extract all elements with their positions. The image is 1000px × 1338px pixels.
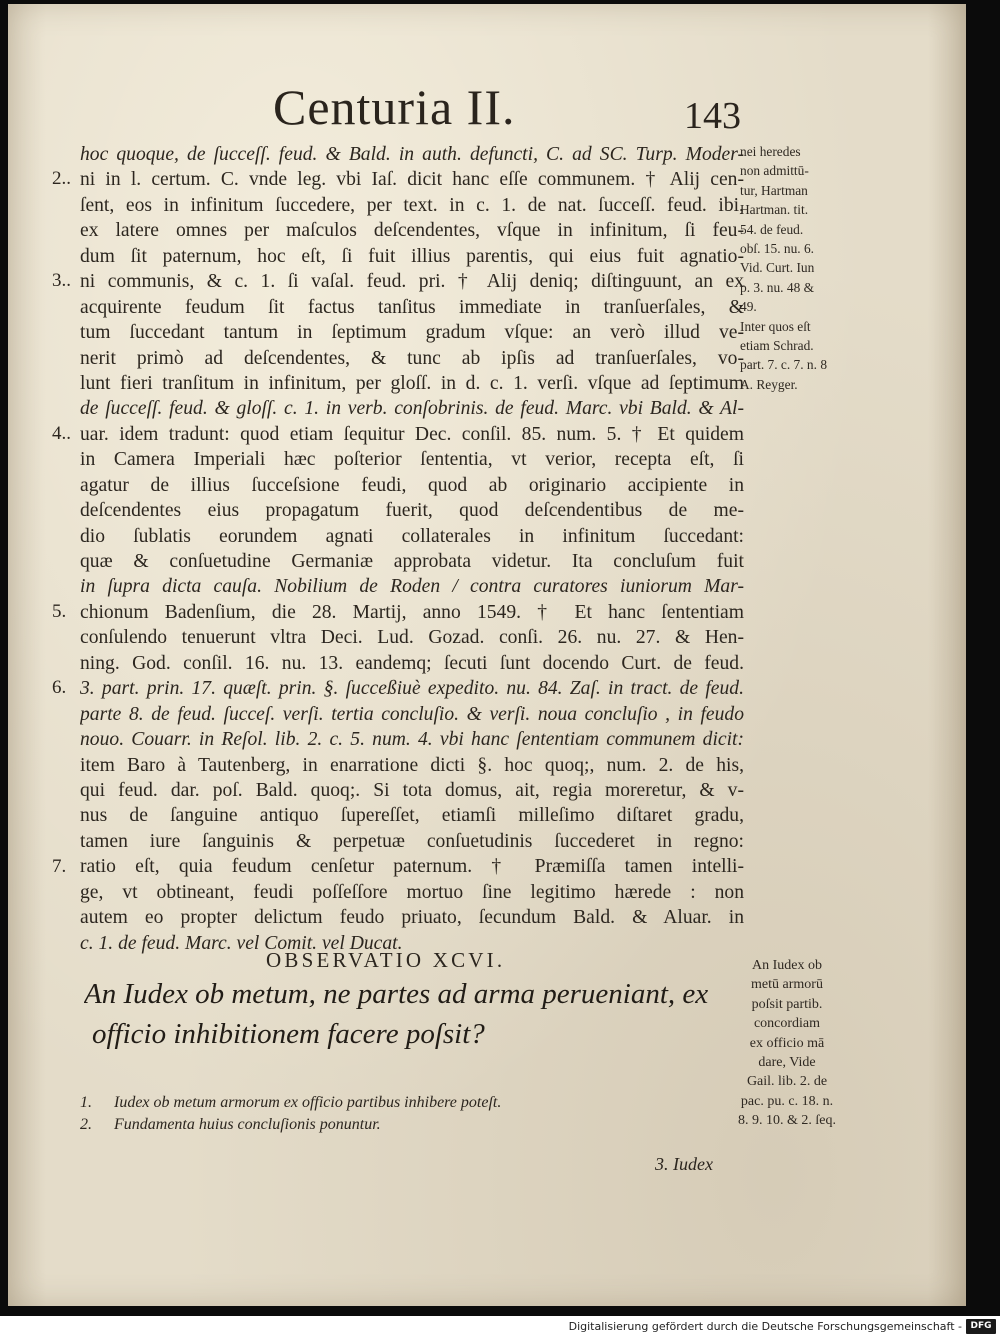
side-notes-bottom <box>722 956 852 1131</box>
summary-text: Iudex ob metum armorum ex officio partibus inhibere poteſt. <box>114 1094 502 1111</box>
body-line: 3. part. prin. 17. quæſt. prin. §. ſucceßiuè expedito. nu. 84. Zaſ. in tract. de feud. <box>80 678 744 700</box>
question-line: officio inhibitionem facere poſsit? <box>92 1018 485 1050</box>
side-note-line: pac. pu. c. 18. n. <box>740 1093 834 1109</box>
body-line: hoc quoque, de ſucceſſ. feud. & Bald. in auth. defuncti, C. ad SC. Turp. Moder- <box>80 144 744 165</box>
body-text <box>80 142 744 956</box>
side-note-line: Gail. lib. 2. de <box>746 1074 828 1090</box>
body-line: de ſucceſſ. feud. & gloſſ. c. 1. in verb. conſobrinis. de feud. Marc. vbi Bald. & Al- <box>80 398 744 420</box>
body-line: in Camera Imperiali hæc poſterior ſententia, vt verior, recepta eſt, ſi <box>80 449 744 471</box>
side-note-line: nei heredes <box>740 144 801 159</box>
side-note-line: 54. de feud. <box>740 221 804 237</box>
body-line: ratio eſt, quia feudum cenſetur paternum. † Præmiſſa tamen intelli- <box>80 856 744 878</box>
body-line: quæ & conſuetudine Germaniæ approbata videtur. Ita concluſum fuit <box>80 551 744 572</box>
summary-item <box>80 1092 501 1114</box>
body-line: parte 8. de feud. ſucceſ. verſi. tertia concluſio. & verſi. noua concluſio , in feudo <box>80 703 744 725</box>
side-note-line: An Iudex ob <box>752 958 822 973</box>
margin-line-number: 6. <box>52 677 67 699</box>
margin-line-number: 2.. <box>52 168 71 190</box>
body-line: tamen iure ſanguinis & perpetuæ conſuetudinis ſuccederet in regno: <box>80 830 744 852</box>
body-line: item Baro à Tautenberg, in enarratione dicti §. hoc quoq;, num. 2. de his, <box>80 754 744 776</box>
body-line: agatur de illius ſucceſsione feudi, quod ab originario accipiente in <box>80 474 744 496</box>
body-line: lunt fieri tranſitum in infinitum, per gloſſ. in d. c. 1. verſi. vſque ad ſeptimum <box>80 372 744 394</box>
side-note-line: 8. 9. 10. & 2. ſeq. <box>738 1113 836 1129</box>
summary-list <box>80 1092 501 1136</box>
side-note-line: A. Reyger. <box>740 376 798 392</box>
body-line: ni in l. certum. C. vnde leg. vbi Iaſ. dicit hanc eſſe communem. † Alij cen- <box>80 169 744 191</box>
funding-notice: Digitalisierung gefördert durch die Deutsche Forschungsgemeinschaft - <box>568 1320 962 1333</box>
margin-line-number: 7. <box>52 855 67 877</box>
running-header-title: Centuria II. <box>273 79 516 135</box>
body-line: ni communis, & c. 1. ſi vaſal. feud. pri. † Alij deniq; diſtinguunt, an ex <box>80 271 744 293</box>
catchword: 3. Iudex <box>655 1154 713 1174</box>
scanned-page <box>8 4 966 1306</box>
body-line: qui feud. dar. poſ. Bald. quoq;. Si tota domus, ait, regia moreretur, & v- <box>80 779 744 801</box>
side-note-line: tur, Hartman <box>740 182 808 198</box>
side-note-line: non admittū- <box>740 163 809 179</box>
body-line: conſulendo tenuerunt vltra Deci. Lud. Gozad. conſi. 26. nu. 27. & Hen- <box>80 627 744 649</box>
summary-item <box>80 1114 501 1136</box>
body-line: uar. idem tradunt: quod etiam ſequitur Dec. conſil. 85. num. 5. † Et quidem <box>80 423 744 445</box>
margin-line-number: 3.. <box>52 270 71 292</box>
side-note-line: 49. <box>740 299 757 315</box>
body-line: tum ſuccedant tantum in ſeptimum gradum vſque: an verò illud ve- <box>80 322 744 344</box>
side-note-line: part. 7. c. 7. n. 8 <box>740 357 828 373</box>
side-notes-top <box>740 142 860 394</box>
body-line: in ſupra dicta cauſa. Nobilium de Roden / contra curatores iuniorum Mar- <box>80 576 744 598</box>
side-note-line: etiam Schrad. <box>740 337 814 353</box>
question-line: An Iudex ob metum, ne partes ad arma perueniant, ex <box>84 978 709 1010</box>
body-line: chionum Badenſium, die 28. Martij, anno 1549. † Et hanc ſententiam <box>80 601 744 623</box>
body-line: dio ſublatis eorundem agnati collaterales in infinitum ſuccedant: <box>80 525 744 547</box>
body-line: ex latere omnes per maſculos deſcendentes, vſque in infinitum, ſi feu- <box>80 220 744 242</box>
observatio-title: OBSERVATIO XCVI. <box>266 948 506 972</box>
side-note-line: Vid. Curt. Iun <box>740 260 815 276</box>
page-number: 143 <box>684 95 741 137</box>
body-line: ſent, eos in infinitum ſuccedere, per text. in c. 1. de nat. ſucceſſ. feud. ibi, <box>80 194 744 216</box>
body-line: ge, vt obtineant, feudi poſſeſſore mortuo ſine legitimo hærede : non <box>80 881 744 903</box>
body-line: deſcendentes eius propagatum fuerit, quod deſcendentibus de me- <box>80 500 744 522</box>
body-line: ning. God. conſil. 16. nu. 13. eandemq; ſecuti ſunt docendo Curt. de feud. <box>80 652 744 674</box>
body-line: nus de ſanguine antiquo ſupereſſet, etiamſi milleſimo diſtaret gradu, <box>80 805 744 827</box>
side-note-line: concordiam <box>753 1016 821 1032</box>
side-note-line: Inter quos eſt <box>740 318 811 334</box>
observatio-question <box>84 974 734 1054</box>
body-line: autem eo propter delictum feudo priuato, ſecundum Bald. & Aluar. in <box>80 907 744 929</box>
summary-number: 2. <box>80 1116 92 1133</box>
margin-line-number: 4.. <box>52 422 71 444</box>
body-line: dum ſit paternum, hoc eſt, ſi fuit illius parentis, qui eius fuit agnatio- <box>80 245 744 267</box>
body-line: nouo. Couarr. in Reſol. lib. 2. c. 5. num. 4. vbi hanc ſententiam communem dicit: <box>80 729 744 751</box>
summary-number: 1. <box>80 1094 92 1111</box>
side-note-line: poſsit partib. <box>751 996 823 1012</box>
side-note-line: obſ. 15. nu. 6. <box>740 240 815 256</box>
side-note-line: metū armorū <box>751 977 823 993</box>
margin-line-number: 5. <box>52 601 67 623</box>
side-note-line: dare, Vide <box>758 1054 816 1070</box>
summary-text: Fundamenta huius concluſionis ponuntur. <box>114 1116 381 1133</box>
body-line: acquirente feudum ſit factus tanſitus immediate in tranſuerſales, & <box>80 296 744 318</box>
side-note-line: ex officio mā <box>749 1035 825 1051</box>
side-note-line: Hartman. tit. <box>740 202 809 218</box>
side-note-line: p. 3. nu. 48 & <box>740 279 815 295</box>
body-line: nerit primò ad deſcendentes, & tunc ab ipſis ad tranſuerſales, vo- <box>80 347 744 369</box>
body-line: c. 1. de feud. Marc. vel Comit. vel Ducat. <box>80 932 403 954</box>
footer-bar <box>0 1316 1000 1338</box>
dfg-logo: DFG <box>966 1319 996 1334</box>
